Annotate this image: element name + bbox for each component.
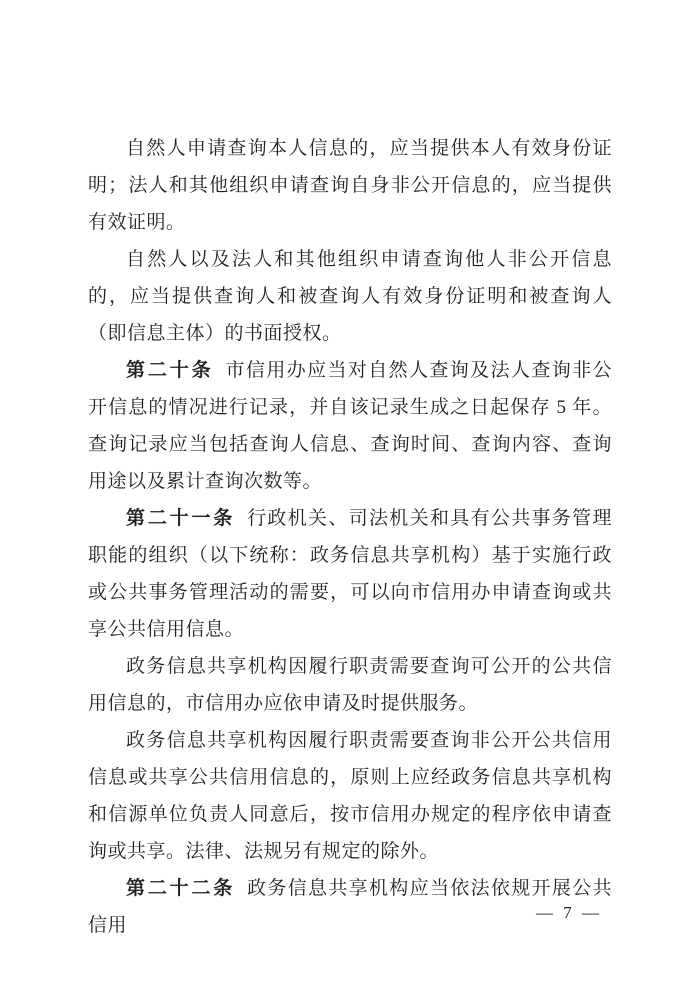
paragraph [88,241,612,352]
paragraph [88,648,612,722]
paragraph-text: 市信用办应当对自然人查询及法人查询非公开信息的情况进行记录，并自该记录生成之日起保存 5 年。查询记录应当包括查询人信息、查询时间、查询内容、查询用途以及累计查询次数等。 [88,360,612,492]
paragraph-text: 行政机关、司法机关和具有公共事务管理职能的组织（以下统称：政务信息共享机构）基于实施行政或公共事务管理活动的需要，可以向市信用办申请查询或共享公共信用信息。 [88,508,612,640]
page-number: — 7 — [536,903,602,922]
article-number: 第二十二条 [126,878,236,899]
paragraph-text: 自然人以及法人和其他组织申请查询他人非公开信息的，应当提供查询人和被查询人有效身份证明和被查询人（即信息主体）的书面授权。 [88,249,612,344]
paragraph [88,722,612,870]
paragraph-text: 政务信息共享机构因履行职责需要查询非公开公共信用信息或共享公共信用信息的，原则上应经政务信息共享机构和信源单位负责人同意后，按市信用办规定的程序依申请查询或共享。法律、法规另有规定的除外。 [88,730,612,862]
paragraph-text: 自然人申请查询本人信息的，应当提供本人有效身份证明；法人和其他组织申请查询自身非公开信息的，应当提供有效证明。 [88,138,612,233]
paragraph-text: 政务信息共享机构应当依法依规开展公共信用 [88,878,612,936]
paragraph-text: 政务信息共享机构因履行职责需要查询可公开的公共信用信息的，市信用办应依申请及时提供服务。 [88,656,612,714]
paragraph [88,130,612,241]
paragraph-article-20 [88,352,612,500]
paragraph-article-22 [88,870,612,944]
paragraph-article-21 [88,500,612,648]
document-body [88,130,612,944]
article-number: 第二十条 [126,360,214,381]
article-number: 第二十一条 [126,508,236,529]
